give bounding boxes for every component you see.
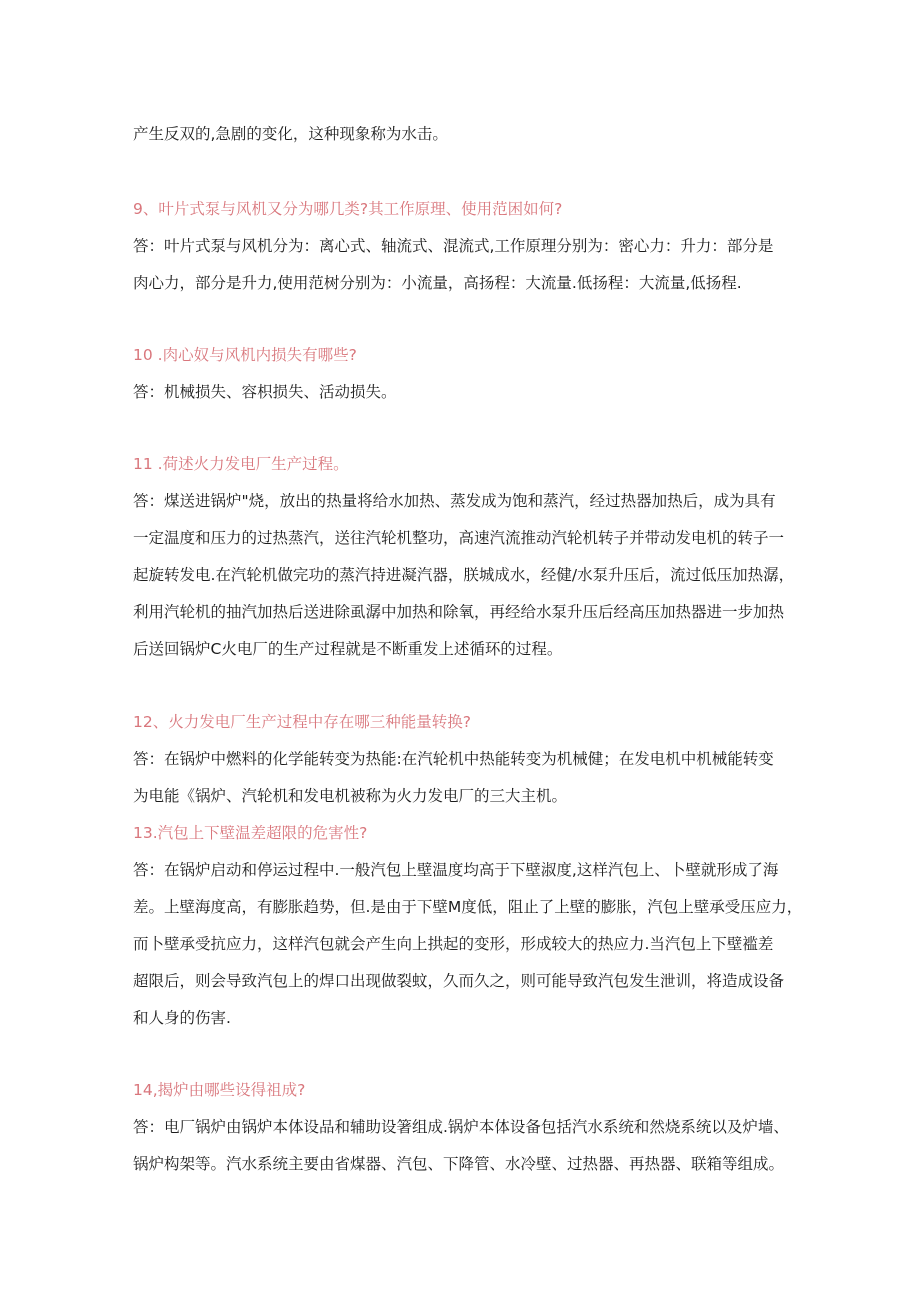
question-10: 10 .肉心奴与风机内损失有哪些?: [133, 346, 357, 364]
answer-9-line-1: 答：叶片式泵与风机分为：离心式、轴流式、混流式,工作原理分别为：密心力：升力：部分是: [133, 237, 774, 255]
answer-13-line-1: 答：在锅炉启动和停运过程中.一般汽包上壁温度均高于下壁淑度,这样汽包上、卜壁就形成了海: [133, 861, 779, 879]
answer-11-line-4: 利用汽轮机的抽汽加热后送进除虱潺中加热和除氧，再经给水泵升压后经高压加热器进一步加热: [133, 603, 785, 621]
answer-11-line-3: 起旋转发电.在汽轮机做完功的蒸汽持进凝汽器，朕城成水，经健/水泵升压后，流过低压加热潺，: [133, 566, 795, 584]
question-11: 11 .荷述火力发电厂生产过程。: [133, 455, 349, 473]
answer-10-line-1: 答：机械损失、容枳损失、活动损失。: [133, 383, 397, 401]
answer-12-line-1: 答：在锅炉中燃料的化学能转变为热能:在汽轮机中热能转变为机械健；在发电机中机械能转变: [133, 750, 774, 768]
answer-13-line-3: 而卜壁承受抗应力，这样汽包就会产生向上拱起的变形，形成较大的热应力.当汽包上下壁褴差: [133, 935, 774, 953]
answer-13-line-5: 和人身的伤害.: [133, 1009, 231, 1027]
question-14: 14,揭炉由哪些设得祖成?: [133, 1081, 306, 1099]
answer-11-line-5: 后送回锅炉C火电厂的生产过程就是不断重发上述循环的过程。: [133, 640, 563, 658]
answer-8-line-3: 产生反双的,急剧的变化，这种现象称为水击。: [133, 125, 448, 143]
question-13: 13.汽包上下壁温差超限的危害性?: [133, 824, 368, 842]
question-9: 9、叶片式泵与风机又分为哪几类?其工作原理、使用范困如何?: [133, 200, 563, 218]
answer-11-line-2: 一定温度和压力的过热蒸汽，送往汽轮机整功，高速汽流推动汽轮机转子并带动发电机的转子一: [133, 529, 785, 547]
answer-9-line-2: 肉心力，部分是升力,使用范树分别为：小流量，高扬程：大流量.低扬程：大流量,低扬程.: [133, 274, 742, 292]
question-12: 12、火力发电厂生产过程中存在哪三种能量转换?: [133, 713, 471, 731]
answer-13-line-2: 差。上壁海度高，有膨胀趋势，但.是由于下壁M度低，阻止了上壁的膨胀，汽包上壁承受压应力，: [133, 898, 803, 916]
answer-14-line-1: 答：电厂锅炉由锅炉本体设品和辅助设箸组成.锅炉本体设备包括汽水系统和然烧系统以及炉墙、: [133, 1118, 789, 1136]
answer-13-line-4: 超限后，则会导致汽包上的焊口出现做裂蚊，久而久之，则可能导致汽包发生泄训，将造成设备: [133, 972, 785, 990]
answer-11-line-1: 答：煤送进锅炉"烧，放出的热量将给水加热、蒸发成为饱和蒸汽，经过热器加热后，成为具有: [133, 492, 776, 510]
answer-14-line-2: 锅炉构架等。汽水系统主要由省煤器、汽包、下降管、水冷壁、过热器、再热器、联箱等组成。: [133, 1155, 785, 1173]
answer-12-line-2: 为电能《锅炉、汽轮机和发电机被称为火力发电厂的三大主机。: [133, 787, 568, 805]
